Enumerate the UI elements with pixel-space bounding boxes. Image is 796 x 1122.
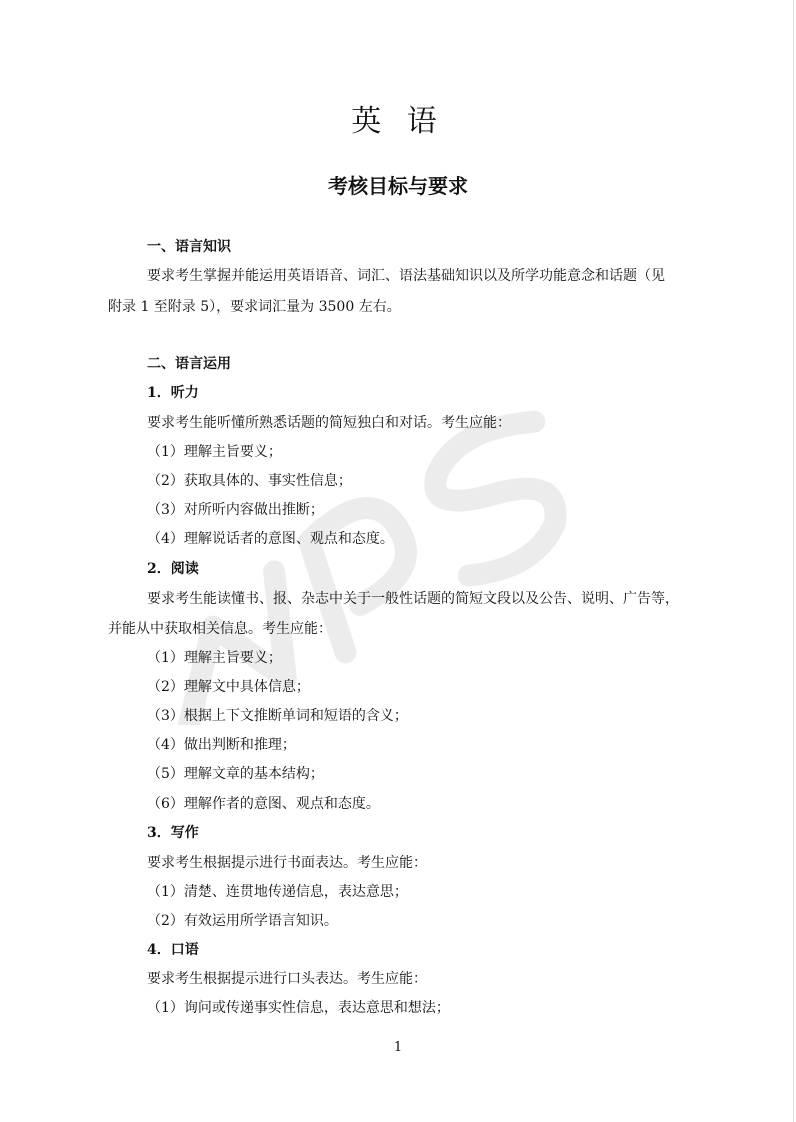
list-item: （3）对所听内容做出推断；	[147, 502, 324, 518]
paragraph-line: 要求考生能读懂书、报、杂志中关于一般性话题的简短文段以及公告、说明、广告等，	[147, 591, 679, 607]
subsection-heading-listening: 1．听力	[147, 385, 199, 401]
list-item: （2）理解文中具体信息；	[147, 679, 310, 695]
list-item: （5）理解文章的基本结构；	[147, 766, 324, 782]
page-subtitle: 考核目标与要求	[328, 174, 468, 198]
subsection-heading-writing: 3．写作	[147, 825, 199, 841]
list-item: （2）有效运用所学语言知识。	[147, 913, 338, 929]
list-item: （4）理解说话者的意图、观点和态度。	[147, 531, 394, 547]
paragraph-line: 要求考生根据提示进行书面表达。考生应能：	[147, 855, 427, 871]
list-item: （6）理解作者的意图、观点和态度。	[147, 796, 380, 812]
paragraph-line: 附录 1 至附录 5），要求词汇量为 3500 左右。	[108, 299, 401, 315]
page-edge-line	[793, 0, 794, 1122]
page-title: 英 语	[351, 104, 445, 139]
list-item: （2）获取具体的、事实性信息；	[147, 473, 352, 489]
list-item: （1）询问或传递事实性信息，表达意思和想法；	[147, 1000, 450, 1016]
paragraph-line: 要求考生能听懂所熟悉话题的简短独白和对话。考生应能：	[147, 415, 511, 431]
list-item: （1）理解主旨要义；	[147, 650, 282, 666]
list-item: （3）根据上下文推断单词和短语的含义；	[147, 708, 408, 724]
list-item: （1）清楚、连贯地传递信息，表达意思；	[147, 884, 408, 900]
page-number: 1	[393, 1040, 403, 1055]
subsection-heading-speaking: 4．口语	[147, 942, 199, 958]
paragraph-line: 并能从中获取相关信息。考生应能：	[108, 621, 332, 637]
paragraph-line: 要求考生根据提示进行口头表达。考生应能：	[147, 971, 427, 987]
section-heading-language-knowledge: 一、语言知识	[147, 239, 231, 255]
list-item: （1）理解主旨要义；	[147, 444, 282, 460]
subsection-heading-reading: 2．阅读	[147, 561, 199, 577]
section-heading-language-use: 二、语言运用	[147, 356, 231, 372]
paragraph-line: 要求考生掌握并能运用英语语音、词汇、语法基础知识以及所学功能意念和话题（见	[147, 268, 665, 284]
list-item: （4）做出判断和推理；	[147, 737, 296, 753]
